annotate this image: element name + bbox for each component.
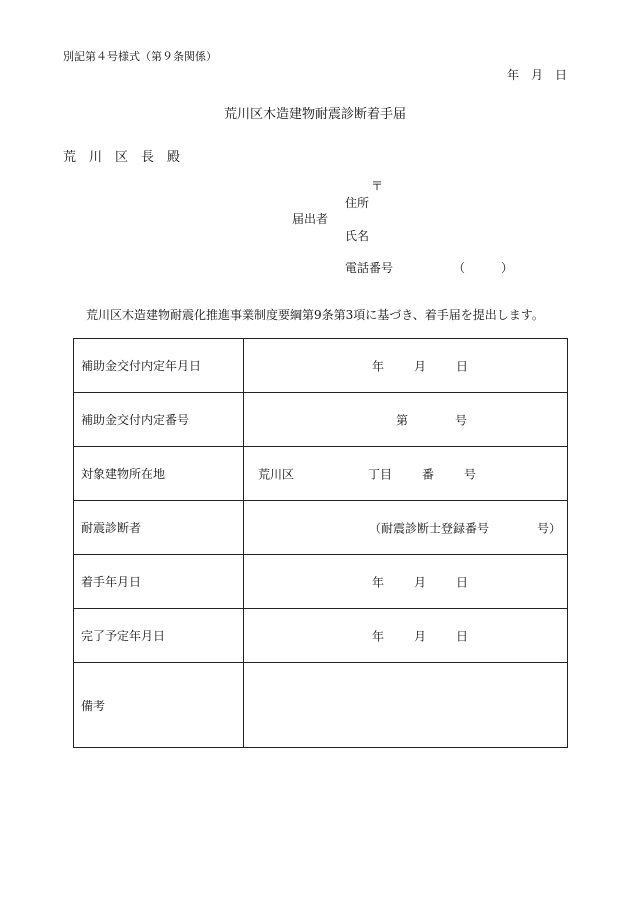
- grant-number-field[interactable]: [244, 393, 568, 447]
- row-label-completion-date: 完了予定年月日: [74, 609, 244, 663]
- chome-unit: 丁目: [368, 467, 393, 481]
- remarks-field[interactable]: [244, 663, 568, 748]
- applicant-label: 届出者: [292, 212, 329, 226]
- ward-name: 荒川区: [258, 467, 295, 481]
- statement-text: 荒川区木造建物耐震化推進事業制度要綱第9条第3項に基づき、着手届を提出します。: [86, 308, 544, 322]
- day-unit: 日: [456, 575, 469, 589]
- year-unit: 年: [372, 359, 385, 373]
- month-unit: 月: [414, 575, 427, 589]
- phone-parentheses: （ ）: [453, 261, 514, 275]
- go-unit: 号: [464, 467, 477, 481]
- row-label-start-date: 着手年月日: [74, 555, 244, 609]
- table-row: [74, 555, 568, 609]
- year-unit: 年: [372, 575, 385, 589]
- table-row: [74, 609, 568, 663]
- row-label-grant-number: 補助金交付内定番号: [74, 393, 244, 447]
- row-label-seismic-diagnostician: 耐震診断者: [74, 501, 244, 555]
- number-prefix: 第: [396, 413, 409, 427]
- registration-number-note: （耐震診断士登録番号 号）: [368, 521, 561, 535]
- day-unit: 日: [456, 629, 469, 643]
- addressee: 荒 川 区 長 殿: [63, 150, 181, 165]
- building-location-field[interactable]: [244, 447, 568, 501]
- table-row: [74, 339, 568, 393]
- row-label-building-location: 対象建物所在地: [74, 447, 244, 501]
- completion-date-field[interactable]: [244, 609, 568, 663]
- row-label-remarks: 備考: [74, 663, 244, 748]
- table-row: [74, 447, 568, 501]
- application-form-table: [73, 338, 568, 748]
- start-date-field[interactable]: [244, 555, 568, 609]
- day-unit: 日: [456, 359, 469, 373]
- month-unit: 月: [414, 359, 427, 373]
- table-row: [74, 393, 568, 447]
- year-unit: 年: [372, 629, 385, 643]
- ban-unit: 番: [422, 467, 435, 481]
- number-suffix: 号: [455, 413, 468, 427]
- month-unit: 月: [414, 629, 427, 643]
- phone-label: 電話番号: [345, 261, 394, 275]
- form-number: 別記第４号様式（第９条関係）: [63, 50, 217, 63]
- table-row: [74, 663, 568, 748]
- submission-date: 年 月 日: [506, 68, 567, 82]
- row-label-grant-date: 補助金交付内定年月日: [74, 339, 244, 393]
- postal-mark: 〒: [371, 179, 384, 193]
- seismic-diagnostician-field[interactable]: [244, 501, 568, 555]
- document-title: 荒川区木造建物耐震診断着手届: [223, 107, 406, 122]
- name-label: 氏名: [345, 229, 370, 243]
- grant-date-field[interactable]: [244, 339, 568, 393]
- table-row: [74, 501, 568, 555]
- address-label: 住所: [345, 196, 370, 210]
